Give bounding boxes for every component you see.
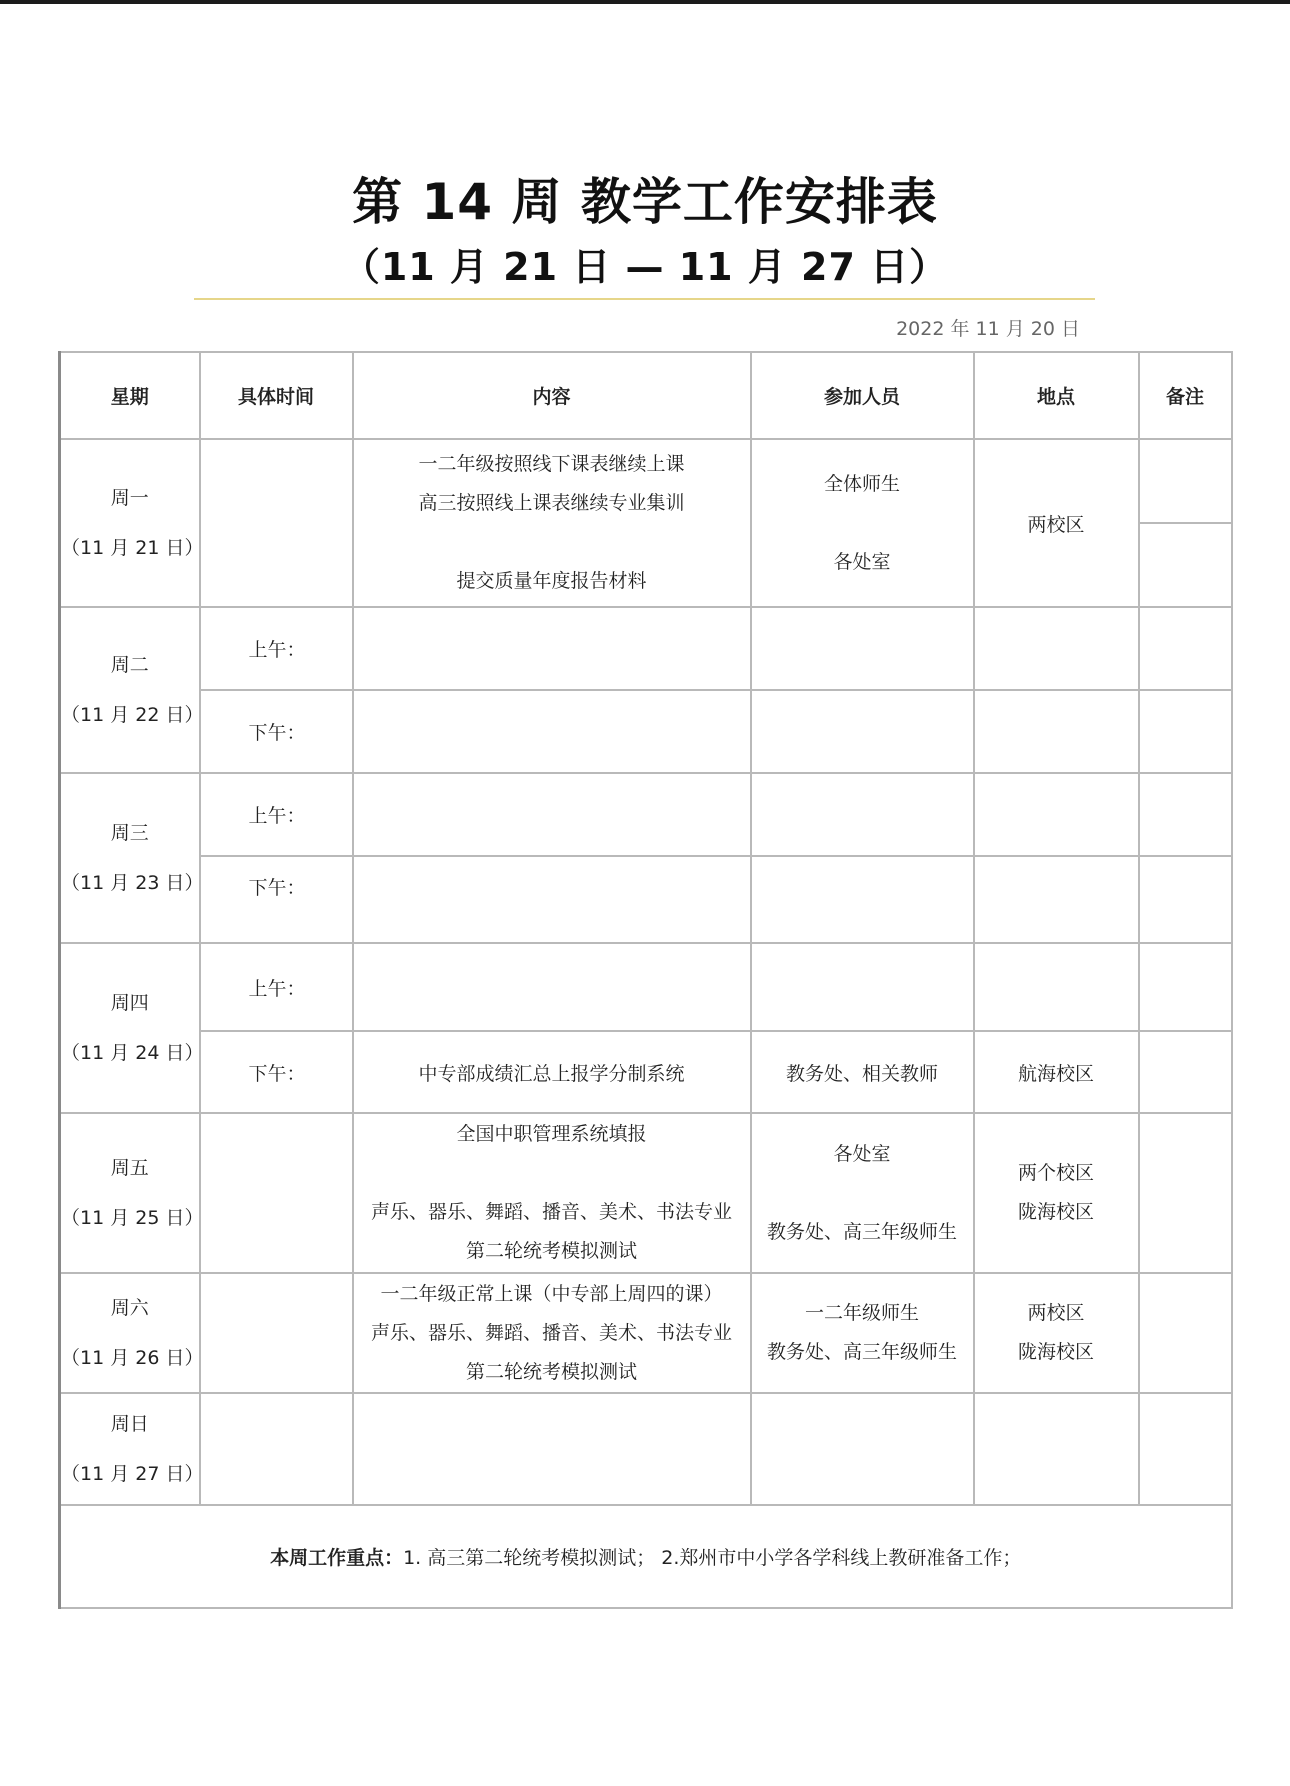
time-cell (200, 1273, 353, 1393)
time-cell-pm (200, 690, 353, 773)
table-row (60, 690, 1232, 773)
participants-cell (751, 607, 974, 690)
day-date: （11 月 25 日） (61, 1207, 204, 1229)
remarks-cell (1139, 439, 1232, 607)
day-cell (60, 1273, 204, 1393)
remarks-cell (1139, 856, 1232, 943)
top-border (0, 0, 1290, 4)
location-line: 陇海校区 (1017, 1201, 1094, 1223)
col-header-remarks: 备注 (1139, 352, 1232, 439)
pm-label: 下午： (248, 722, 306, 744)
content-line: 声乐、器乐、舞蹈、播音、美术、书法专业 (370, 1201, 732, 1223)
table-row (60, 439, 1232, 607)
am-label: 上午： (248, 805, 306, 827)
remarks-cell (1139, 1393, 1232, 1505)
weekday: 周二 (110, 654, 149, 676)
location-cell: 两校区 (974, 439, 1139, 607)
time-cell (200, 1393, 353, 1505)
location-cell (974, 1393, 1139, 1505)
table-row (60, 1113, 1232, 1273)
am-label: 上午： (248, 639, 306, 661)
time-cell-pm (200, 856, 353, 943)
page-title: 第 14 周 教学工作安排表 (352, 173, 938, 231)
content-line: 第二轮统考模拟测试 (465, 1360, 637, 1383)
remarks-cell (1139, 773, 1232, 856)
day-date: （11 月 26 日） (61, 1347, 204, 1369)
day-cell (60, 773, 204, 943)
remarks-cell (1139, 607, 1232, 690)
table-row (60, 1393, 1232, 1505)
col-header-content: 内容 (353, 352, 751, 439)
table-row (60, 943, 1232, 1031)
weekday: 周六 (110, 1297, 149, 1319)
table-row (60, 773, 1232, 856)
remarks-cell (1139, 1113, 1232, 1273)
participants-cell (751, 1273, 974, 1393)
issue-date: 2022 年 11 月 20 日 (896, 318, 1080, 340)
participants-cell: 教务处、相关教师 (751, 1031, 974, 1113)
col-header-time: 具体时间 (200, 352, 353, 439)
day-cell (60, 1113, 204, 1273)
content-line: 声乐、器乐、舞蹈、播音、美术、书法专业 (370, 1321, 732, 1344)
day-cell (60, 943, 204, 1113)
location-cell (974, 773, 1139, 856)
participants-line: 一二年级师生 (804, 1302, 919, 1324)
col-header-weekday: 星期 (60, 352, 200, 439)
location-cell (974, 856, 1139, 943)
participants-line: 教务处、高三年级师生 (766, 1341, 957, 1363)
day-date: （11 月 22 日） (61, 704, 204, 726)
table-row (60, 856, 1232, 943)
content-cell (353, 439, 751, 607)
content-cell (353, 773, 751, 856)
table-row (60, 1031, 1232, 1113)
content-line: 第二轮统考模拟测试 (465, 1240, 637, 1262)
time-cell-am (200, 773, 353, 856)
remarks-cell (1139, 943, 1232, 1031)
location-line: 两校区 (1027, 1302, 1085, 1324)
participants-cell (751, 1393, 974, 1505)
remarks-cell (1139, 1031, 1232, 1113)
time-cell (200, 1113, 353, 1273)
day-date: （11 月 27 日） (61, 1463, 204, 1485)
content-line: 高三按照线上课表继续专业集训 (418, 492, 685, 514)
location-line: 陇海校区 (1017, 1341, 1094, 1363)
content-cell (353, 943, 751, 1031)
weekday: 周日 (110, 1413, 149, 1435)
remarks-cell (1139, 1273, 1232, 1393)
remarks-cell (1139, 690, 1232, 773)
participants-line: 各处室 (833, 1142, 891, 1165)
location-cell (974, 607, 1139, 690)
date-range-subtitle: （11 月 21 日 — 11 月 27 日） (341, 245, 949, 289)
content-cell (353, 1393, 751, 1505)
day-date: （11 月 24 日） (61, 1042, 204, 1064)
time-cell-am (200, 607, 353, 690)
content-line: 提交质量年度报告材料 (456, 570, 647, 592)
location-cell (974, 1273, 1139, 1393)
location-cell: 航海校区 (974, 1031, 1139, 1113)
schedule-table (58, 351, 1233, 1609)
time-cell (200, 439, 353, 607)
location-cell (974, 943, 1139, 1031)
content-cell (353, 690, 751, 773)
participants-cell (751, 943, 974, 1031)
table-row (60, 1273, 1232, 1393)
weekday: 周三 (110, 822, 149, 844)
participants-cell (751, 690, 974, 773)
day-date: （11 月 21 日） (61, 537, 204, 559)
weekly-focus-row (60, 1505, 1232, 1608)
time-cell-am (200, 943, 353, 1031)
content-line: 一二年级按照线下课表继续上课 (418, 453, 685, 475)
weekday: 周五 (110, 1157, 149, 1179)
content-cell (353, 607, 751, 690)
location-line: 两个校区 (1017, 1162, 1094, 1184)
am-label: 上午： (248, 977, 306, 1000)
content-cell (353, 856, 751, 943)
col-header-participants: 参加人员 (751, 352, 974, 439)
participants-cell (751, 856, 974, 943)
weekly-focus-cell (60, 1505, 1232, 1608)
weekday: 周一 (110, 487, 149, 509)
participants-cell (751, 439, 974, 607)
table-row (60, 607, 1232, 690)
content-line: 一二年级正常上课（中专部上周四的课） (380, 1282, 723, 1305)
content-cell (353, 1273, 751, 1393)
day-date: （11 月 23 日） (61, 872, 204, 894)
weekly-focus-label: 本周工作重点： (270, 1547, 404, 1569)
header-row (60, 352, 1232, 439)
weekday: 周四 (110, 992, 149, 1014)
weekly-focus-text: 1. 高三第二轮统考模拟测试； 2.郑州市中小学各学科线上教研准备工作； (403, 1547, 1022, 1569)
pm-label: 下午： (248, 877, 306, 899)
title-divider (194, 298, 1095, 300)
time-cell-pm (200, 1031, 353, 1113)
participants-line: 全体师生 (823, 472, 900, 495)
day-cell (60, 1393, 204, 1505)
location-cell (974, 690, 1139, 773)
col-header-location: 地点 (974, 352, 1139, 439)
participants-cell (751, 773, 974, 856)
participants-line: 教务处、高三年级师生 (766, 1220, 957, 1243)
location-cell (974, 1113, 1139, 1273)
pm-label: 下午： (248, 1062, 306, 1085)
day-cell (60, 439, 204, 607)
participants-cell (751, 1113, 974, 1273)
content-cell: 中专部成绩汇总上报学分制系统 (353, 1031, 751, 1113)
day-cell (60, 607, 204, 773)
participants-line: 各处室 (833, 550, 891, 573)
content-line: 全国中职管理系统填报 (456, 1123, 647, 1145)
content-cell (353, 1113, 751, 1273)
